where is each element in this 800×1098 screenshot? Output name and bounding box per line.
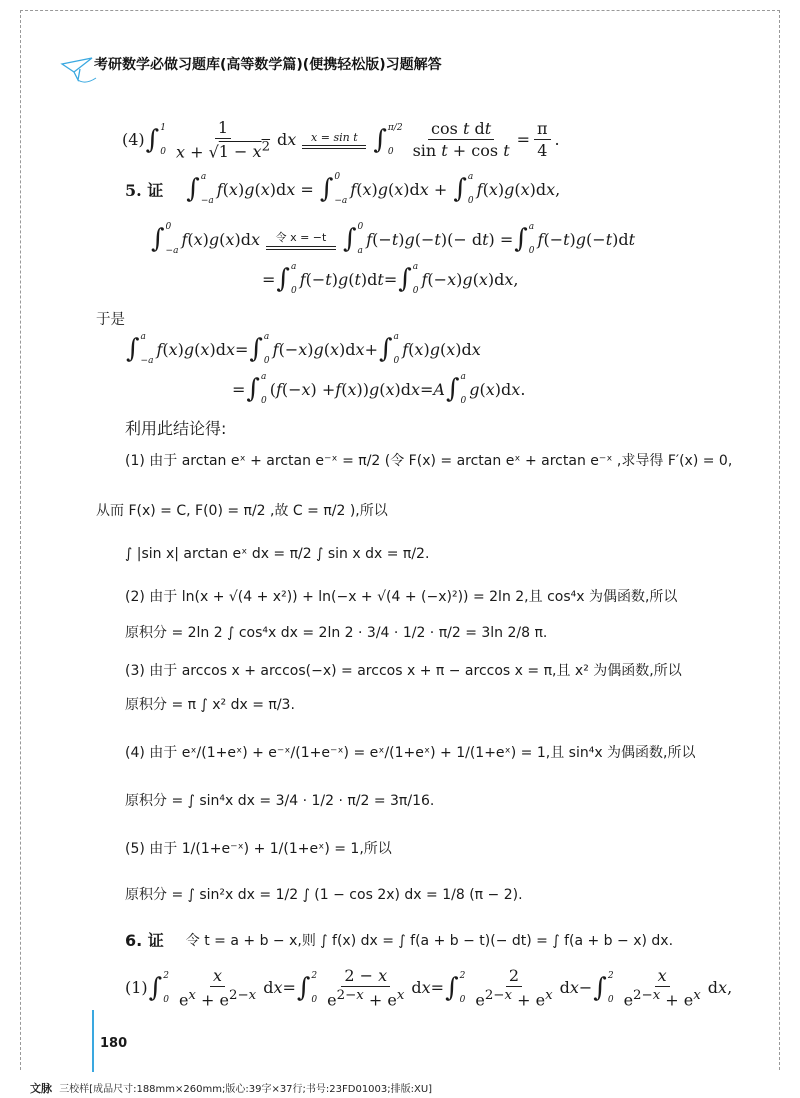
page-margin-bar — [92, 1010, 94, 1072]
case-3-line2: 原积分 = π ∫ x² dx = π/3. — [125, 697, 295, 713]
proof-5-line3: = ∫ a 0 f (− t ) g ( t )d t = ∫ a 0 f (− x ) g ( x )d x , — [262, 262, 519, 296]
case-5-line1: (5) 由于 1/(1+e⁻ˣ) + 1/(1+eˣ) = 1,所以 — [125, 841, 392, 857]
case-1-line2: 从而 F(x) = C, F(0) = π/2 ,故 C = π/2 ),所以 — [96, 503, 388, 519]
header-title: 考研数学必做习题库(高等数学篇)(便携轻松版)习题解答 — [94, 57, 442, 73]
proof-6-label: 6. 证 — [125, 931, 164, 950]
substitution-label: x = sin t — [311, 130, 358, 144]
page-number: 180 — [100, 1036, 128, 1051]
case-2-line2: 原积分 = 2ln 2 ∫ cos⁴x dx = 2ln 2 · 3/4 · 1/2 · π/2 = 3ln 2/8 π. — [125, 625, 548, 641]
case-5-line2: 原积分 = ∫ sin²x dx = 1/2 ∫ (1 − cos 2x) dx = 1/8 (π − 2). — [125, 887, 523, 903]
proof-5-line4: ∫ a −a f ( x ) g ( x )d x = ∫ a 0 f (− x ) g ( x )d x + ∫ a 0 f ( x ) g ( x )d x — [126, 332, 481, 366]
proof-5-line2: ∫ 0 −a f ( x ) g ( x )d x 令 x = −t ∫ 0 a f (− t ) g (− t )(− d t ) = ∫ a 0 f (− t ) g (− t )d t — [151, 222, 636, 256]
proof-6-line1 — [125, 928, 673, 951]
print-footer — [30, 1080, 432, 1096]
page-border-top — [20, 10, 780, 11]
conclusion-intro: 利用此结论得: — [125, 419, 227, 438]
proof-5-line1: 5. 证 ∫ a −a f ( x ) g ( x )d x = ∫ 0 −a f ( x ) g ( x )d x + ∫ a 0 f ( x ) g ( x )d x , — [125, 172, 561, 206]
page-border-left — [20, 10, 21, 1070]
footer-info: 三校样[成品尺寸:188mm×260mm;版心:39字×37行;书号:23FD01003;排版:XU] — [59, 1084, 433, 1095]
case-3-line1: (3) 由于 arccos x + arccos(−x) = arccos x + π − arccos x = π,且 x² 为偶函数,所以 — [125, 663, 682, 679]
eq-4: (4) ∫ 1 0 $\frac{1}{x + √1 - x^2}$ dx x = sin t ∫ π/2 0 $\frac{\text{cos t dt}}{\text{sin t + cos t}}$ = $\frac{\pi}{4}$ . — [122, 118, 560, 162]
case-4-line2: 原积分 = ∫ sin⁴x dx = 3/4 · 1/2 · π/2 = 3π/16. — [125, 793, 435, 809]
eq-4-label: (4) — [122, 130, 145, 150]
proof-6-sub-label: (1) — [125, 978, 148, 998]
running-header — [56, 52, 576, 92]
footer-brand: 文脉 — [30, 1082, 52, 1095]
case-1-line1: (1) 由于 arctan eˣ + arctan e⁻ˣ = π/2 (令 F(x) = arctan eˣ + arctan e⁻ˣ ,求导得 F′(x) = 0, — [125, 453, 733, 469]
proof-5-line5: = ∫ a 0 ( f (− x ) + f ( x )) g ( x )d x = A ∫ a 0 g ( x )d x . — [232, 372, 526, 406]
yushi-text: 于是 — [96, 312, 125, 328]
substitution-label-2: 令 x = −t — [275, 230, 327, 244]
proof-6-text: 令 t = a + b − x,则 ∫ f(x) dx = ∫ f(a + b − t)(− dt) = ∫ f(a + b − x) dx. — [185, 932, 674, 949]
page-border-right — [779, 10, 780, 1070]
proof-6-line2: (1) ∫ 2 0 $\frac{x}{e^x + e^{2-x}}$ d x = ∫ 2 0 $\frac{2 - x}{e^{2-x} + e^x}$ d x = ∫ 2 0 $\frac{2}{e^{2-x} + e^x}$ d x − ∫ 2 0 $\frac{x}{e^{2-x} + e^x}$ d x , — [125, 966, 733, 1010]
case-2-line1: (2) 由于 ln(x + √(4 + x²)) + ln(−x + √(4 + (−x)²)) = 2ln 2,且 cos⁴x 为偶函数,所以 — [125, 589, 678, 605]
case-4-line1: (4) 由于 eˣ/(1+eˣ) + e⁻ˣ/(1+e⁻ˣ) = eˣ/(1+eˣ) + 1/(1+eˣ) = 1,且 sin⁴x 为偶函数,所以 — [125, 745, 696, 761]
case-1-line3: ∫ |sin x| arctan eˣ dx = π/2 ∫ sin x dx = π/2. — [125, 546, 430, 562]
proof-5-label: 5. 证 — [125, 180, 164, 200]
